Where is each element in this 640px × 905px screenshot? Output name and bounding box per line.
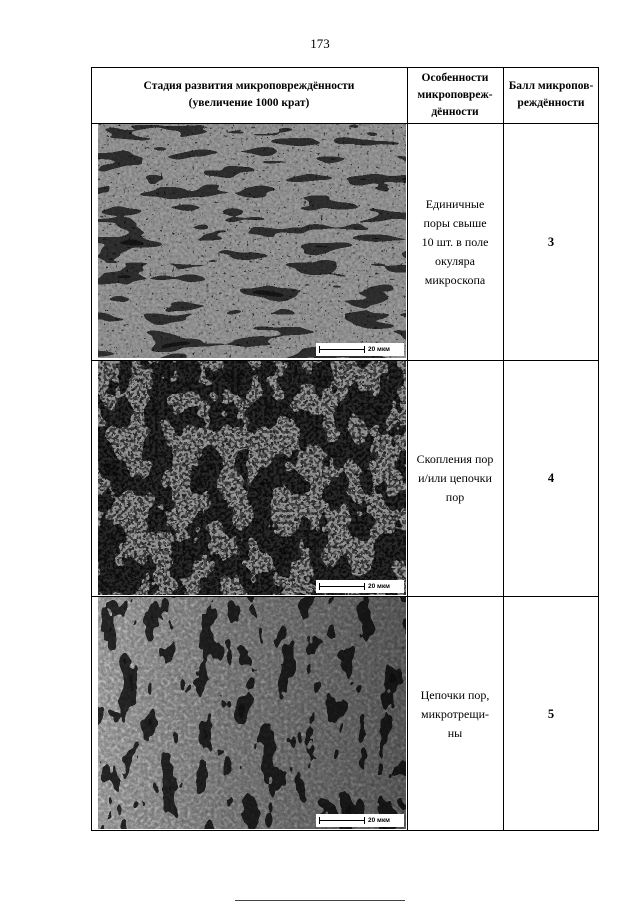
features-row-1 [407,124,503,360]
micrograph-sparse-pores-icon [98,124,406,358]
features-text: Цепочки пор, микротрещи- ны [420,687,490,740]
table-border-left [91,67,92,831]
features-row-3 [407,597,503,831]
micrograph-row-3 [98,597,406,829]
header-score [503,67,599,123]
scale-bar-line [319,820,365,821]
table-divider [503,67,504,831]
microdamage-table [91,67,599,831]
header-features-text: Особенности микроповреж- дённости [417,71,493,118]
micrograph-row-1 [98,124,406,358]
scale-label: 20 мкм [368,583,390,590]
table-divider [407,67,408,831]
scale-bar-line [319,586,365,587]
features-row-2 [407,361,503,595]
micrograph-row-2 [98,361,406,595]
table-border-top [91,67,599,68]
header-score-text: Балл микропов- реждённости [508,80,594,109]
header-stage-text: Стадия развития микроповреждённости (увеличение 1000 крат) [143,80,355,109]
page-number: 173 [310,36,330,51]
score-row-3: 5 [547,706,555,721]
table-divider [91,123,599,124]
header-features [407,67,503,123]
table-border-right [598,67,599,831]
footer-rule [235,900,405,901]
score-row-2: 4 [547,470,555,485]
scale-bar-line [319,349,365,350]
table-divider [91,360,599,361]
micrograph-pore-clusters-icon [98,361,406,595]
scale-label: 20 мкм [368,346,390,353]
header-stage [91,67,407,123]
features-text: Единичные поры свыше 10 шт. в поле окуляра микроскопа [421,196,489,287]
scale-label: 20 мкм [368,817,390,824]
micrograph-pore-chains-cracks-icon [98,597,406,829]
score-row-1: 3 [547,234,555,249]
scale-bar [316,814,404,827]
scale-bar [316,343,404,356]
table-divider [91,596,599,597]
table-border-bottom [91,830,599,831]
scale-bar [316,580,404,593]
features-text: Скопления пор и/или цепочки пор [416,451,494,504]
